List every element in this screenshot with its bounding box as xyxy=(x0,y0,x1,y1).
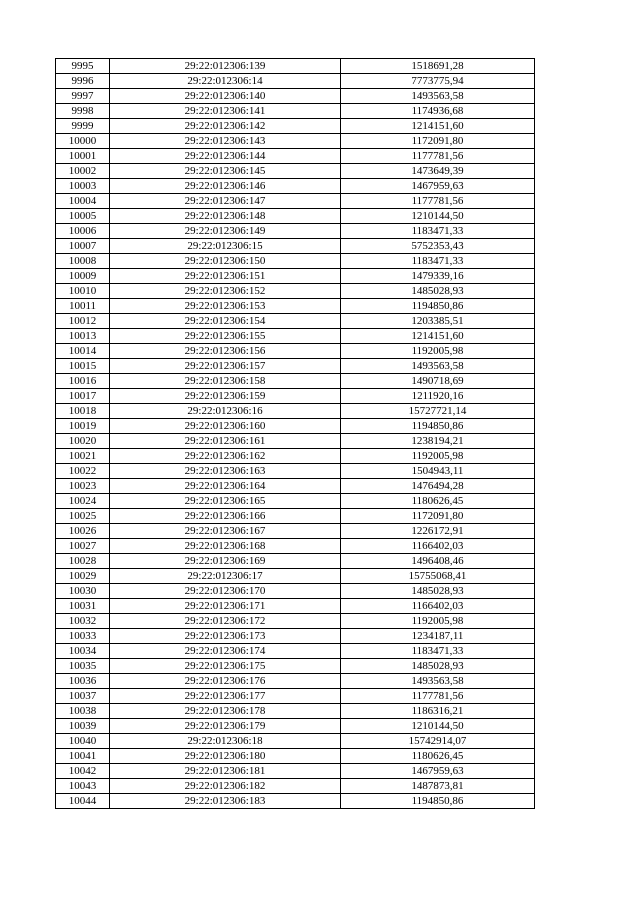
value-cell: 1172091,80 xyxy=(341,134,535,149)
row-number-cell: 9996 xyxy=(56,74,110,89)
table-row xyxy=(56,434,535,449)
table-row xyxy=(56,599,535,614)
row-number-cell: 10007 xyxy=(56,239,110,254)
cadastral-number-cell: 29:22:012306:173 xyxy=(110,629,341,644)
table-row xyxy=(56,539,535,554)
row-number-cell: 10006 xyxy=(56,224,110,239)
cadastral-number-cell: 29:22:012306:162 xyxy=(110,449,341,464)
cadastral-number-cell: 29:22:012306:166 xyxy=(110,509,341,524)
cadastral-number-cell: 29:22:012306:153 xyxy=(110,299,341,314)
cadastral-number-cell: 29:22:012306:179 xyxy=(110,719,341,734)
value-cell: 1214151,60 xyxy=(341,119,535,134)
row-number-cell: 9995 xyxy=(56,59,110,74)
cadastral-number-cell: 29:22:012306:17 xyxy=(110,569,341,584)
value-cell: 1493563,58 xyxy=(341,674,535,689)
value-cell: 1518691,28 xyxy=(341,59,535,74)
row-number-cell: 9997 xyxy=(56,89,110,104)
table-row xyxy=(56,74,535,89)
value-cell: 1238194,21 xyxy=(341,434,535,449)
cadastral-number-cell: 29:22:012306:164 xyxy=(110,479,341,494)
value-cell: 1485028,93 xyxy=(341,284,535,299)
row-number-cell: 9999 xyxy=(56,119,110,134)
table-row xyxy=(56,419,535,434)
table-row xyxy=(56,659,535,674)
value-cell: 1493563,58 xyxy=(341,89,535,104)
table-row xyxy=(56,269,535,284)
table-row xyxy=(56,644,535,659)
row-number-cell: 10018 xyxy=(56,404,110,419)
cadastral-number-cell: 29:22:012306:167 xyxy=(110,524,341,539)
row-number-cell: 10043 xyxy=(56,779,110,794)
value-cell: 1166402,03 xyxy=(341,599,535,614)
cadastral-number-cell: 29:22:012306:14 xyxy=(110,74,341,89)
value-cell: 1214151,60 xyxy=(341,329,535,344)
row-number-cell: 10023 xyxy=(56,479,110,494)
cadastral-number-cell: 29:22:012306:18 xyxy=(110,734,341,749)
cadastral-number-cell: 29:22:012306:146 xyxy=(110,179,341,194)
row-number-cell: 10030 xyxy=(56,584,110,599)
row-number-cell: 9998 xyxy=(56,104,110,119)
cadastral-number-cell: 29:22:012306:163 xyxy=(110,464,341,479)
cadastral-number-cell: 29:22:012306:176 xyxy=(110,674,341,689)
row-number-cell: 10015 xyxy=(56,359,110,374)
table-row xyxy=(56,749,535,764)
row-number-cell: 10005 xyxy=(56,209,110,224)
cadastral-number-cell: 29:22:012306:142 xyxy=(110,119,341,134)
table-row xyxy=(56,464,535,479)
value-cell: 7773775,94 xyxy=(341,74,535,89)
row-number-cell: 10032 xyxy=(56,614,110,629)
row-number-cell: 10001 xyxy=(56,149,110,164)
row-number-cell: 10026 xyxy=(56,524,110,539)
table-row xyxy=(56,119,535,134)
value-cell: 1496408,46 xyxy=(341,554,535,569)
cadastral-number-cell: 29:22:012306:160 xyxy=(110,419,341,434)
cadastral-number-cell: 29:22:012306:150 xyxy=(110,254,341,269)
row-number-cell: 10013 xyxy=(56,329,110,344)
row-number-cell: 10009 xyxy=(56,269,110,284)
cadastral-number-cell: 29:22:012306:144 xyxy=(110,149,341,164)
cadastral-number-cell: 29:22:012306:156 xyxy=(110,344,341,359)
row-number-cell: 10044 xyxy=(56,794,110,809)
table-row xyxy=(56,389,535,404)
value-cell: 1493563,58 xyxy=(341,359,535,374)
table-row xyxy=(56,179,535,194)
cadastral-number-cell: 29:22:012306:147 xyxy=(110,194,341,209)
table-row xyxy=(56,674,535,689)
row-number-cell: 10042 xyxy=(56,764,110,779)
table-row xyxy=(56,104,535,119)
table-row xyxy=(56,629,535,644)
table-row xyxy=(56,554,535,569)
cadastral-number-cell: 29:22:012306:16 xyxy=(110,404,341,419)
cadastral-value-table xyxy=(55,58,535,809)
value-cell: 1485028,93 xyxy=(341,659,535,674)
cadastral-number-cell: 29:22:012306:181 xyxy=(110,764,341,779)
value-cell: 1174936,68 xyxy=(341,104,535,119)
row-number-cell: 10020 xyxy=(56,434,110,449)
table-row xyxy=(56,524,535,539)
row-number-cell: 10008 xyxy=(56,254,110,269)
row-number-cell: 10029 xyxy=(56,569,110,584)
cadastral-number-cell: 29:22:012306:165 xyxy=(110,494,341,509)
value-cell: 1192005,98 xyxy=(341,344,535,359)
table-row xyxy=(56,134,535,149)
table-row xyxy=(56,704,535,719)
cadastral-number-cell: 29:22:012306:161 xyxy=(110,434,341,449)
cadastral-number-cell: 29:22:012306:141 xyxy=(110,104,341,119)
table-row xyxy=(56,344,535,359)
row-number-cell: 10000 xyxy=(56,134,110,149)
row-number-cell: 10033 xyxy=(56,629,110,644)
cadastral-number-cell: 29:22:012306:170 xyxy=(110,584,341,599)
table-row xyxy=(56,494,535,509)
row-number-cell: 10021 xyxy=(56,449,110,464)
cadastral-number-cell: 29:22:012306:157 xyxy=(110,359,341,374)
row-number-cell: 10014 xyxy=(56,344,110,359)
cadastral-number-cell: 29:22:012306:148 xyxy=(110,209,341,224)
value-cell: 1183471,33 xyxy=(341,224,535,239)
value-cell: 1192005,98 xyxy=(341,614,535,629)
row-number-cell: 10016 xyxy=(56,374,110,389)
value-cell: 1476494,28 xyxy=(341,479,535,494)
row-number-cell: 10028 xyxy=(56,554,110,569)
cadastral-number-cell: 29:22:012306:178 xyxy=(110,704,341,719)
row-number-cell: 10036 xyxy=(56,674,110,689)
table-row xyxy=(56,584,535,599)
value-cell: 5752353,43 xyxy=(341,239,535,254)
row-number-cell: 10017 xyxy=(56,389,110,404)
table-row xyxy=(56,689,535,704)
value-cell: 1194850,86 xyxy=(341,419,535,434)
row-number-cell: 10041 xyxy=(56,749,110,764)
row-number-cell: 10019 xyxy=(56,419,110,434)
value-cell: 15727721,14 xyxy=(341,404,535,419)
cadastral-number-cell: 29:22:012306:149 xyxy=(110,224,341,239)
table-row xyxy=(56,59,535,74)
cadastral-number-cell: 29:22:012306:155 xyxy=(110,329,341,344)
value-cell: 1210144,50 xyxy=(341,719,535,734)
cadastral-number-cell: 29:22:012306:168 xyxy=(110,539,341,554)
value-cell: 1166402,03 xyxy=(341,539,535,554)
value-cell: 1183471,33 xyxy=(341,644,535,659)
table-row xyxy=(56,239,535,254)
row-number-cell: 10034 xyxy=(56,644,110,659)
cadastral-number-cell: 29:22:012306:174 xyxy=(110,644,341,659)
cadastral-number-cell: 29:22:012306:158 xyxy=(110,374,341,389)
value-cell: 1177781,56 xyxy=(341,149,535,164)
row-number-cell: 10004 xyxy=(56,194,110,209)
row-number-cell: 10040 xyxy=(56,734,110,749)
row-number-cell: 10022 xyxy=(56,464,110,479)
table-row xyxy=(56,314,535,329)
value-cell: 1490718,69 xyxy=(341,374,535,389)
table-row xyxy=(56,734,535,749)
value-cell: 15755068,41 xyxy=(341,569,535,584)
cadastral-number-cell: 29:22:012306:145 xyxy=(110,164,341,179)
table-row xyxy=(56,299,535,314)
value-cell: 1192005,98 xyxy=(341,449,535,464)
value-cell: 1186316,21 xyxy=(341,704,535,719)
row-number-cell: 10025 xyxy=(56,509,110,524)
table-row xyxy=(56,614,535,629)
table-row xyxy=(56,404,535,419)
row-number-cell: 10011 xyxy=(56,299,110,314)
value-cell: 1180626,45 xyxy=(341,749,535,764)
cadastral-number-cell: 29:22:012306:154 xyxy=(110,314,341,329)
value-cell: 1467959,63 xyxy=(341,764,535,779)
row-number-cell: 10031 xyxy=(56,599,110,614)
row-number-cell: 10038 xyxy=(56,704,110,719)
cadastral-number-cell: 29:22:012306:143 xyxy=(110,134,341,149)
table-row xyxy=(56,509,535,524)
value-cell: 1180626,45 xyxy=(341,494,535,509)
table-row xyxy=(56,89,535,104)
cadastral-number-cell: 29:22:012306:171 xyxy=(110,599,341,614)
table-row xyxy=(56,254,535,269)
value-cell: 1194850,86 xyxy=(341,299,535,314)
value-cell: 1211920,16 xyxy=(341,389,535,404)
table-row xyxy=(56,794,535,809)
cadastral-number-cell: 29:22:012306:180 xyxy=(110,749,341,764)
table-row xyxy=(56,329,535,344)
table-body xyxy=(56,59,535,809)
table-row xyxy=(56,719,535,734)
row-number-cell: 10012 xyxy=(56,314,110,329)
row-number-cell: 10002 xyxy=(56,164,110,179)
value-cell: 1467959,63 xyxy=(341,179,535,194)
table-row xyxy=(56,164,535,179)
row-number-cell: 10003 xyxy=(56,179,110,194)
table-row xyxy=(56,764,535,779)
value-cell: 1234187,11 xyxy=(341,629,535,644)
row-number-cell: 10035 xyxy=(56,659,110,674)
value-cell: 1172091,80 xyxy=(341,509,535,524)
row-number-cell: 10027 xyxy=(56,539,110,554)
table-row xyxy=(56,779,535,794)
table-row xyxy=(56,224,535,239)
value-cell: 1177781,56 xyxy=(341,689,535,704)
cadastral-number-cell: 29:22:012306:151 xyxy=(110,269,341,284)
value-cell: 1210144,50 xyxy=(341,209,535,224)
cadastral-number-cell: 29:22:012306:172 xyxy=(110,614,341,629)
value-cell: 1479339,16 xyxy=(341,269,535,284)
cadastral-number-cell: 29:22:012306:175 xyxy=(110,659,341,674)
value-cell: 1183471,33 xyxy=(341,254,535,269)
value-cell: 1487873,81 xyxy=(341,779,535,794)
cadastral-number-cell: 29:22:012306:140 xyxy=(110,89,341,104)
cadastral-number-cell: 29:22:012306:177 xyxy=(110,689,341,704)
cadastral-number-cell: 29:22:012306:159 xyxy=(110,389,341,404)
value-cell: 1473649,39 xyxy=(341,164,535,179)
cadastral-number-cell: 29:22:012306:152 xyxy=(110,284,341,299)
table-row xyxy=(56,374,535,389)
row-number-cell: 10010 xyxy=(56,284,110,299)
table-row xyxy=(56,479,535,494)
row-number-cell: 10024 xyxy=(56,494,110,509)
table-row xyxy=(56,449,535,464)
table-row xyxy=(56,149,535,164)
value-cell: 1194850,86 xyxy=(341,794,535,809)
cadastral-number-cell: 29:22:012306:183 xyxy=(110,794,341,809)
table-row xyxy=(56,359,535,374)
cadastral-number-cell: 29:22:012306:139 xyxy=(110,59,341,74)
value-cell: 1203385,51 xyxy=(341,314,535,329)
table-row xyxy=(56,209,535,224)
table-row xyxy=(56,284,535,299)
row-number-cell: 10037 xyxy=(56,689,110,704)
value-cell: 15742914,07 xyxy=(341,734,535,749)
cadastral-number-cell: 29:22:012306:169 xyxy=(110,554,341,569)
row-number-cell: 10039 xyxy=(56,719,110,734)
value-cell: 1485028,93 xyxy=(341,584,535,599)
table-row xyxy=(56,194,535,209)
value-cell: 1226172,91 xyxy=(341,524,535,539)
cadastral-number-cell: 29:22:012306:182 xyxy=(110,779,341,794)
cadastral-number-cell: 29:22:012306:15 xyxy=(110,239,341,254)
value-cell: 1504943,11 xyxy=(341,464,535,479)
table-row xyxy=(56,569,535,584)
value-cell: 1177781,56 xyxy=(341,194,535,209)
